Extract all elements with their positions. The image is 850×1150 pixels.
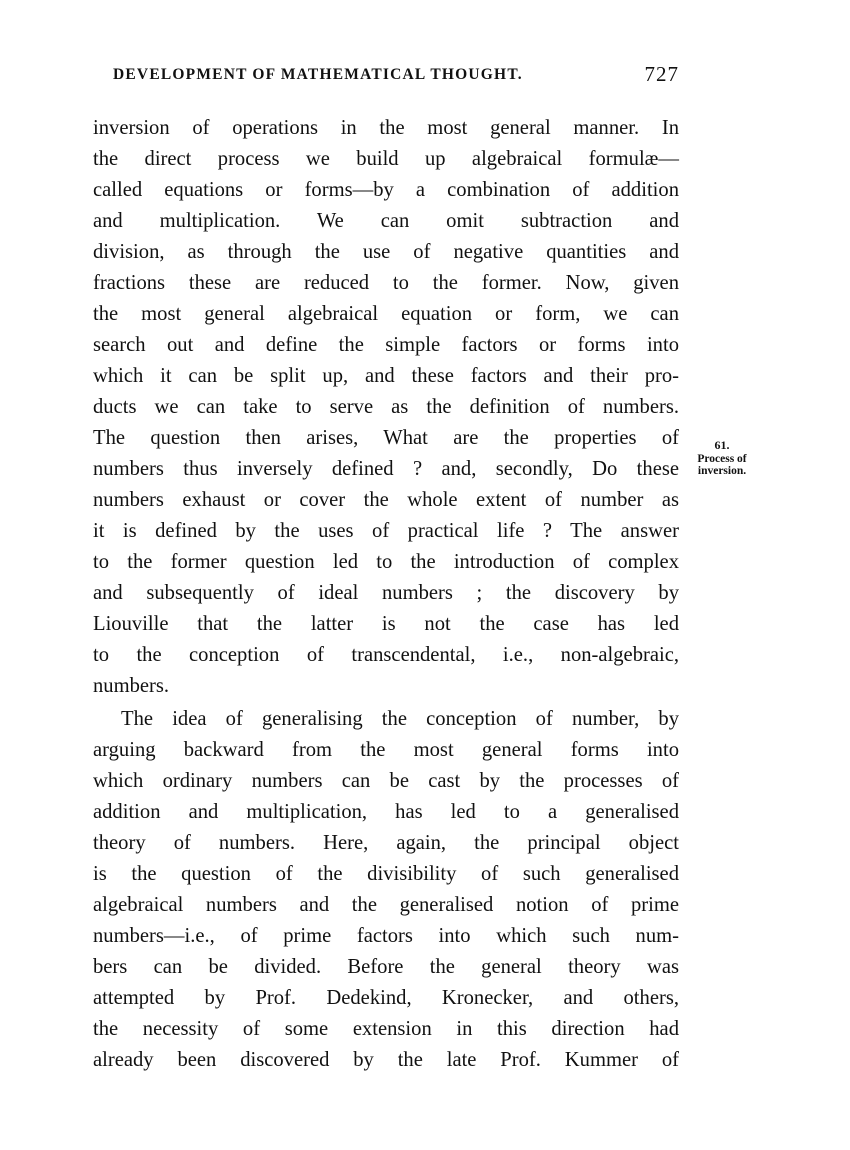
- running-header: [113, 62, 679, 88]
- text-line: bers can be divided. Before the general theory was: [93, 956, 679, 978]
- text-line: attempted by Prof. Dedekind, Kronecker, and others,: [93, 987, 679, 1009]
- text-line: The idea of generalising the conception of number, by: [121, 708, 679, 730]
- text-line: the most general algebraical equation or form, we can: [93, 303, 679, 325]
- text-line: The question then arises, What are the properties of: [93, 427, 679, 449]
- text-line: called equations or forms—by a combination of addition: [93, 179, 679, 201]
- text-line: theory of numbers. Here, again, the principal object: [93, 832, 679, 854]
- text-line: the necessity of some extension in this direction had: [93, 1018, 679, 1040]
- text-line: already been discovered by the late Prof. Kummer of: [93, 1049, 679, 1071]
- text-line: it is defined by the uses of practical life ? The answer: [93, 520, 679, 542]
- running-title: DEVELOPMENT OF MATHEMATICAL THOUGHT.: [113, 66, 523, 83]
- text-line: numbers thus inversely defined ? and, secondly, Do these: [93, 458, 679, 480]
- paragraph-1: [93, 113, 679, 702]
- margin-note-number: 61.: [714, 438, 730, 452]
- text-line: numbers.: [93, 675, 170, 697]
- text-line: algebraical numbers and the generalised notion of prime: [93, 894, 679, 916]
- text-line: division, as through the use of negative quantities and: [93, 241, 679, 263]
- text-line: Liouville that the latter is not the case has led: [93, 613, 679, 635]
- text-line: numbers exhaust or cover the whole extent of number as: [93, 489, 679, 511]
- text-line: which it can be split up, and these factors and their pro-: [93, 365, 679, 387]
- text-line: ducts we can take to serve as the definition of numbers.: [93, 396, 679, 418]
- text-line: addition and multiplication, has led to a generalised: [93, 801, 679, 823]
- text-line: search out and define the simple factors or forms into: [93, 334, 679, 356]
- text-line: which ordinary numbers can be cast by the processes of: [93, 770, 679, 792]
- margin-note-label: Process of: [697, 453, 747, 465]
- text-line: arguing backward from the most general forms into: [93, 739, 679, 761]
- text-line: inversion of operations in the most general manner. In: [93, 117, 679, 139]
- body-text: [93, 113, 679, 1076]
- text-line: and multiplication. We can omit subtraction and: [93, 210, 679, 232]
- page-number: 727: [644, 62, 679, 86]
- text-line: is the question of the divisibility of such generalised: [93, 863, 679, 885]
- text-line: numbers—i.e., of prime factors into which such num-: [93, 925, 679, 947]
- margin-note: [682, 438, 762, 477]
- paragraph-2: [93, 704, 679, 1076]
- text-line: to the conception of transcendental, i.e., non-algebraic,: [93, 644, 679, 666]
- margin-note-label: inversion.: [697, 465, 747, 477]
- text-line: the direct process we build up algebraical formulæ—: [93, 148, 679, 170]
- text-line: and subsequently of ideal numbers ; the discovery by: [93, 582, 679, 604]
- text-line: to the former question led to the introduction of complex: [93, 551, 679, 573]
- text-line: fractions these are reduced to the former. Now, given: [93, 272, 679, 294]
